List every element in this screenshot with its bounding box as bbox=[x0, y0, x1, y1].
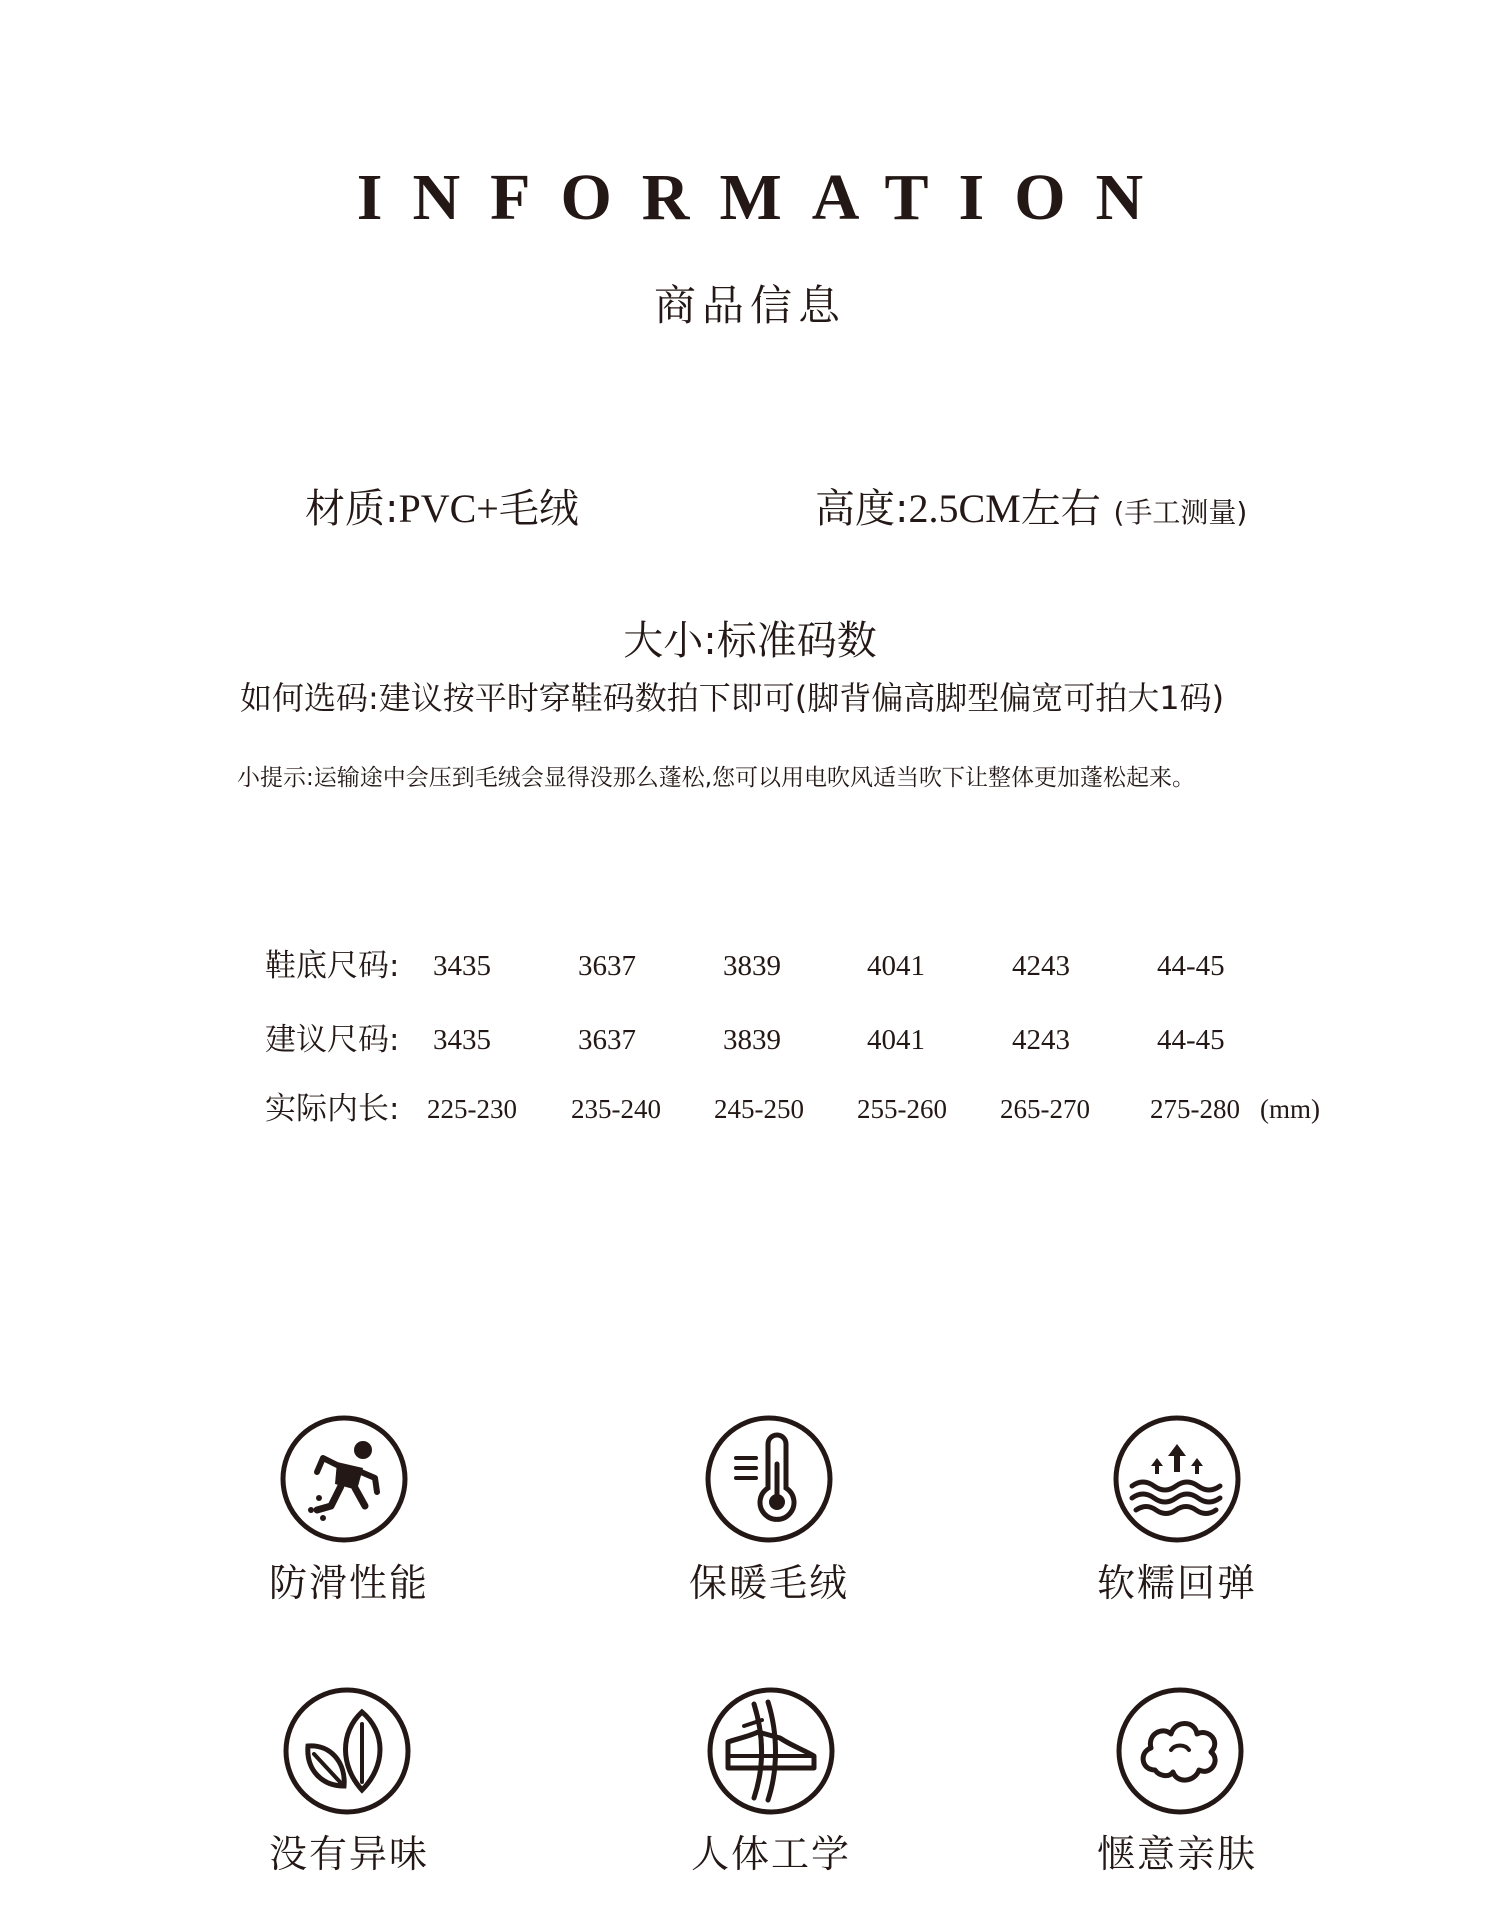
feature-label: 没有异味 bbox=[268, 1832, 429, 1876]
size-value: 标准码数 bbox=[716, 618, 877, 664]
table-cell: 255-260 bbox=[857, 1094, 947, 1124]
material-spec bbox=[305, 482, 579, 536]
material-value: PVC+毛绒 bbox=[398, 486, 579, 531]
table-cell: 4243 bbox=[1012, 1024, 1070, 1056]
page-subtitle: 商品信息 bbox=[653, 281, 846, 330]
table-cell: 3839 bbox=[723, 1024, 781, 1056]
size-guide-text: 如何选码:建议按平时穿鞋码数拍下即可(脚背偏高脚型偏宽可拍大1码) bbox=[240, 679, 1225, 717]
row-label: 建议尺码: bbox=[265, 1022, 400, 1058]
feature-label: 软糯回弹 bbox=[1096, 1561, 1257, 1605]
table-cell: 235-240 bbox=[571, 1094, 661, 1124]
table-cell: 3637 bbox=[578, 1024, 636, 1056]
leaves-icon bbox=[282, 1686, 412, 1816]
page-title: INFORMATION bbox=[356, 161, 1174, 234]
height-value: 2.5CM左右 bbox=[908, 486, 1101, 531]
material-label: 材质: bbox=[305, 486, 399, 532]
unit-label: (mm) bbox=[1260, 1094, 1320, 1124]
table-cell: 3435 bbox=[433, 1024, 491, 1056]
feature-label: 惬意亲肤 bbox=[1096, 1832, 1257, 1876]
height-spec bbox=[815, 482, 1247, 540]
table-cell: 245-250 bbox=[714, 1094, 804, 1124]
table-cell: 275-280 bbox=[1150, 1094, 1240, 1124]
anti-slip-icon bbox=[279, 1414, 409, 1544]
table-cell: 3435 bbox=[433, 950, 491, 982]
table-cell: 3839 bbox=[723, 950, 781, 982]
table-cell: 44-45 bbox=[1157, 950, 1225, 982]
thermometer-icon bbox=[704, 1414, 834, 1544]
ergonomic-shoe-icon bbox=[706, 1686, 836, 1816]
table-cell: 4041 bbox=[867, 1024, 925, 1056]
size-label: 大小: bbox=[623, 618, 717, 664]
size-spec bbox=[0, 614, 1500, 668]
table-cell: 225-230 bbox=[427, 1094, 517, 1124]
height-label: 高度: bbox=[815, 486, 909, 532]
rebound-waves-icon bbox=[1112, 1414, 1242, 1544]
table-cell: 4243 bbox=[1012, 950, 1070, 982]
cotton-cloud-icon bbox=[1115, 1686, 1245, 1816]
feature-label: 保暖毛绒 bbox=[688, 1561, 849, 1605]
row-label: 鞋底尺码: bbox=[265, 948, 400, 984]
table-cell: 4041 bbox=[867, 950, 925, 982]
row-label: 实际内长: bbox=[265, 1091, 400, 1127]
height-note: (手工测量) bbox=[1113, 496, 1248, 529]
feature-label: 防滑性能 bbox=[268, 1561, 429, 1605]
table-cell: 44-45 bbox=[1157, 1024, 1225, 1056]
table-cell: 265-270 bbox=[1000, 1094, 1090, 1124]
feature-label: 人体工学 bbox=[690, 1832, 851, 1876]
tip-text: 小提示:运输途中会压到毛绒会显得没那么蓬松,您可以用电吹风适当吹下让整体更加蓬松起来。 bbox=[237, 765, 1196, 791]
table-cell: 3637 bbox=[578, 950, 636, 982]
